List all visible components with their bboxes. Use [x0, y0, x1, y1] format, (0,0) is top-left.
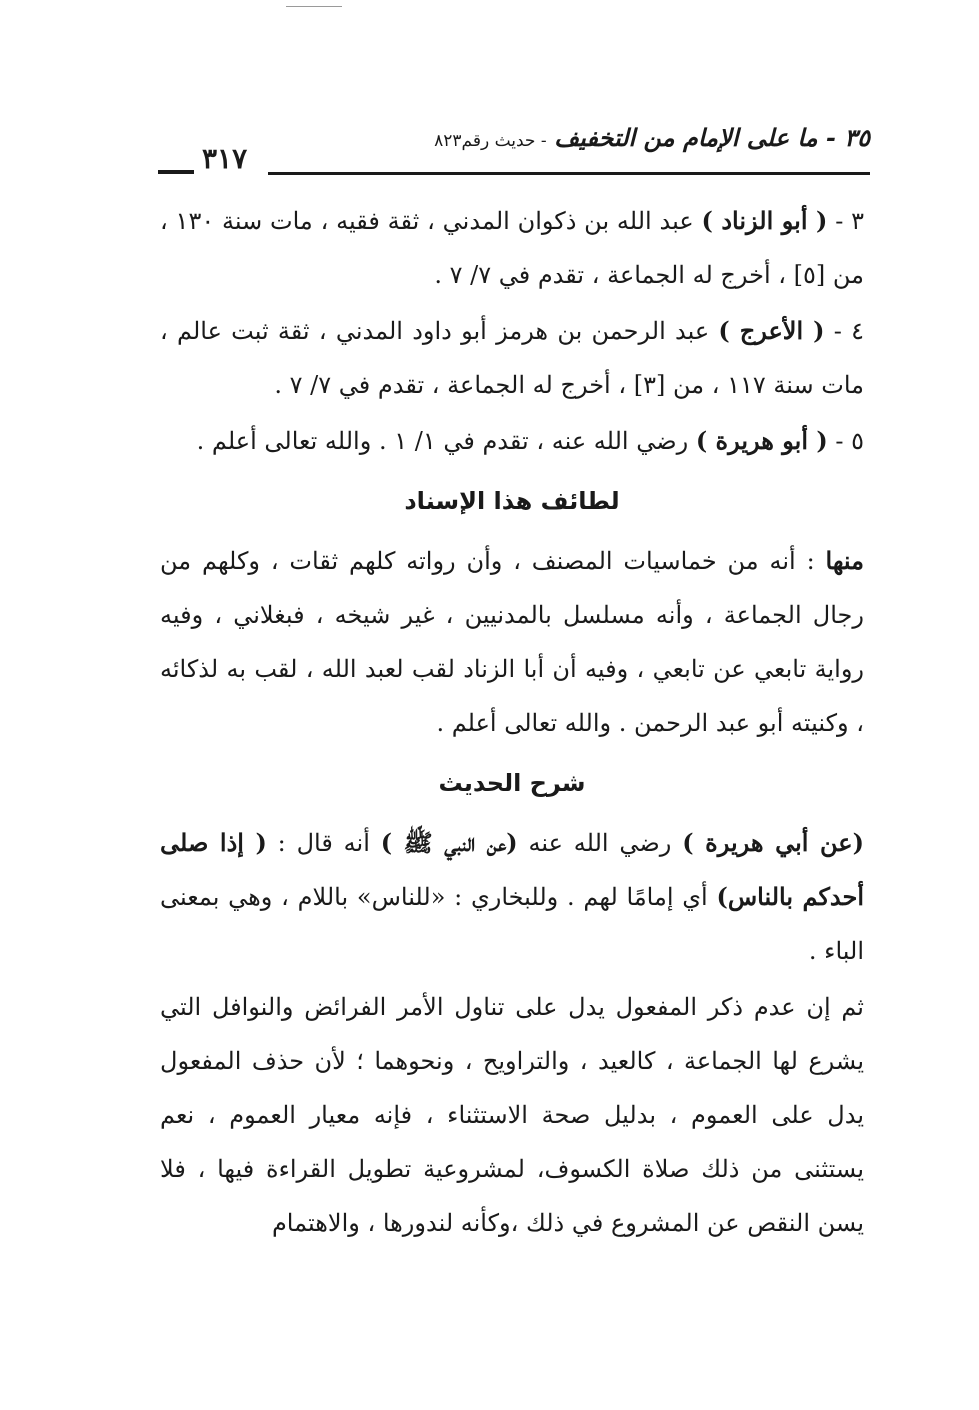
page-number-bar [158, 170, 194, 174]
text-run: أي إمامًا لهم . وللبخاري : «للناس» باللام ، وهي بمعنى الباء . [160, 883, 864, 965]
bold-phrase: ( إذا صلى أحدكم بالناس) [160, 828, 864, 911]
narrator-4 [160, 304, 864, 412]
narrator-text: رضي الله عنه ، تقدم في ١/ ١ . والله تعالى أعلم . [196, 427, 696, 455]
narrator-3 [160, 194, 864, 302]
narrator-number: ٥ - [827, 427, 864, 455]
page-body [160, 194, 864, 1250]
narrator-name: ( أبو الزناد ) [701, 206, 828, 235]
text-run: أنه قال : [266, 829, 381, 857]
running-header [150, 118, 870, 184]
paragraph-lead: منها [825, 546, 864, 575]
narrator-5 [160, 414, 864, 468]
section-heading-isnad: لطائف هذا الإسناد [404, 487, 620, 515]
narrator-number: ٣ - [827, 207, 864, 235]
hadith-number: - حديث رقم٨٢٣ [434, 131, 547, 151]
narrator-number: ٤ - [824, 317, 864, 345]
narrator-text: عبد الله بن ذكوان المدني ، ثقة فقيه ، مات سنة ١٣٠ ، من [٥] ، أخرج له الجماعة ، تقدم في ٧/ ٧ . [160, 207, 864, 289]
header-rule [268, 172, 870, 175]
text-run: رضي الله عنه [517, 829, 683, 857]
paragraph-text: : أنه من خماسيات المصنف ، وأن رواته كلهم ثقات ، وكلهم من رجال الجماعة ، وأنه مسلسل بالمدنيين ، غير شيخه ، فبغلاني ، وفيه رواية تابعي عن تابعي ، وفيه أن أبا الزناد لقب لعبد الله ، لقب به لذكائه ، وكنيته أبو عبد الرحمن . والله تعالى أعلم . [160, 547, 865, 737]
chapter-name: ٣٥ - ما على الإمام من التخفيف [554, 123, 870, 152]
isnad-paragraph [160, 534, 864, 750]
section-heading-sharh: شرح الحديث [438, 769, 586, 797]
sharh-paragraph-1 [160, 816, 864, 978]
narrator-name: ( الأعرج ) [718, 316, 825, 345]
narrator-text: عبد الرحمن بن هرمز أبو داود المدني ، ثقة ثبت عالم ، مات سنة ١١٧ ، من [٣] ، أخرج له الجماعة ، تقدم في ٧/ ٧ . [160, 317, 864, 399]
page-number: ٣١٧ [202, 142, 248, 175]
chapter-title [434, 124, 870, 155]
sharh-paragraph-2: ثم إن عدم ذكر المفعول يدل على تناول الأمر الفرائض والنوافل التي يشرع لها الجماعة ، كالعيد ، والتراويح ، ونحوهما ؛ لأن حذف المفعول يدل على العموم ، بدليل صحة الاستثناء ، فإنه معيار العموم ، نعم يستثنى من ذلك صلاة الكسوف، لمشروعية تطويل القراءة فيها ، فلا يسن النقص عن المشروع في ذلك ،وكأنه لندورها ، والاهتمام [160, 993, 864, 1237]
top-mark [286, 6, 342, 7]
bold-phrase: (عن النبي ﷺ ) [380, 828, 518, 857]
narrator-name: ( أبو هريرة ) [695, 426, 828, 455]
bold-phrase: (عن أبي هريرة ) [682, 828, 864, 857]
